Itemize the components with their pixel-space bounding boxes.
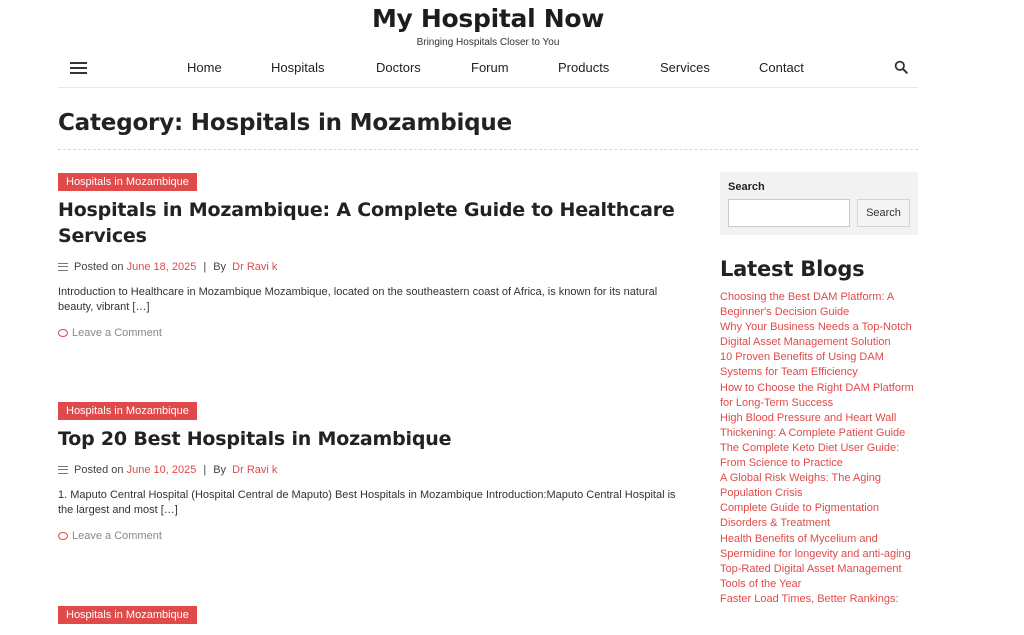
post-meta — [58, 261, 678, 273]
list-icon — [58, 263, 68, 271]
post-title[interactable]: Top 20 Best Hospitals in Mozambique — [58, 428, 452, 450]
archive-title: Category: Hospitals in Mozambique — [58, 110, 512, 136]
latest-blog-link[interactable]: Choosing the Best DAM Platform: A Beginner's Decision Guide — [720, 291, 894, 319]
latest-blogs-heading: Latest Blogs — [720, 257, 865, 281]
post-author[interactable]: Dr Ravi k — [232, 261, 278, 273]
list-item — [720, 592, 920, 607]
leave-comment-label[interactable]: Leave a Comment — [72, 327, 162, 339]
search-input[interactable] — [728, 199, 850, 227]
nav-hospitals[interactable]: Hospitals — [271, 60, 325, 75]
search-button[interactable]: Search — [857, 199, 910, 227]
post-date[interactable]: June 18, 2025 — [126, 261, 197, 273]
title-divider — [58, 149, 918, 150]
list-icon — [58, 466, 68, 474]
list-item — [720, 471, 920, 501]
nav-doctors[interactable]: Doctors — [376, 60, 421, 75]
nav-contact[interactable]: Contact — [759, 60, 804, 75]
site-title[interactable]: My Hospital Now — [371, 4, 605, 33]
latest-blog-link[interactable]: A Global Risk Weighs: The Aging Population Crisis — [720, 472, 882, 500]
post-card — [58, 605, 678, 624]
latest-blog-link[interactable]: Faster Load Times, Better Rankings: — [720, 592, 899, 605]
sidebar-search-widget — [720, 172, 918, 235]
latest-blog-link[interactable]: Health Benefits of Mycelium and Spermidine for longevity and anti-aging — [720, 532, 911, 560]
nav-services[interactable]: Services — [660, 60, 710, 75]
latest-blog-link[interactable]: The Complete Keto Diet User Guide: From Science to Practice — [720, 441, 900, 470]
comment-bubble-icon — [58, 329, 68, 337]
list-item — [720, 381, 920, 411]
meta-separator: | — [203, 261, 207, 273]
post-excerpt: 1. Maputo Central Hospital (Hospital Central de Maputo) Best Hospitals in Mozambique Introduction:Maputo Central Hospital is the largest and most […] — [58, 489, 676, 516]
latest-blog-link[interactable]: How to Choose the Right DAM Platform for Long-Term Success — [720, 381, 914, 409]
nav-forum[interactable]: Forum — [471, 60, 509, 75]
leave-comment-link[interactable] — [58, 327, 678, 339]
post-author[interactable]: Dr Ravi k — [232, 464, 278, 476]
comment-bubble-icon — [58, 532, 68, 540]
post-date[interactable]: June 10, 2025 — [126, 464, 197, 476]
posted-on-label: Posted on — [74, 261, 124, 273]
latest-blogs-list — [720, 290, 920, 607]
list-item — [720, 290, 920, 320]
post-meta — [58, 464, 678, 476]
post-card — [58, 172, 678, 339]
latest-blog-link[interactable]: High Blood Pressure and Heart Wall Thickening: A Complete Patient Guide — [720, 411, 906, 439]
by-label: By — [213, 464, 227, 476]
leave-comment-label[interactable]: Leave a Comment — [72, 530, 162, 542]
post-card — [58, 401, 678, 542]
nav-products[interactable]: Products — [558, 60, 610, 75]
search-label: Search — [728, 181, 765, 193]
category-badge[interactable]: Hospitals in Mozambique — [58, 173, 197, 191]
list-item — [720, 562, 920, 592]
list-item — [720, 501, 920, 531]
leave-comment-link[interactable] — [58, 530, 678, 542]
list-item — [720, 441, 920, 471]
by-label: By — [213, 261, 227, 273]
search-icon[interactable] — [894, 60, 908, 74]
list-item — [720, 532, 920, 562]
post-excerpt: Introduction to Healthcare in Mozambique Mozambique, located on the southeastern coast of Africa, is known for its natural beauty, vibrant […] — [58, 286, 658, 313]
list-item — [720, 411, 920, 441]
category-badge[interactable]: Hospitals in Mozambique — [58, 402, 197, 420]
nav-home[interactable]: Home — [187, 60, 222, 75]
latest-blog-link[interactable]: Complete Guide to Pigmentation Disorders & Treatment — [720, 502, 879, 530]
meta-separator: | — [203, 464, 207, 476]
latest-blog-link[interactable]: Top-Rated Digital Asset Management Tools of the Year — [720, 562, 902, 590]
latest-blog-link[interactable]: 10 Proven Benefits of Using DAM Systems for Team Efficiency — [720, 351, 884, 379]
latest-blog-link[interactable]: Why Your Business Needs a Top-Notch Digital Asset Management Solution — [720, 321, 912, 349]
posted-on-label: Posted on — [74, 464, 124, 476]
hamburger-menu-icon[interactable] — [70, 62, 87, 74]
list-item — [720, 320, 920, 350]
category-badge[interactable]: Hospitals in Mozambique — [58, 606, 197, 624]
site-tagline: Bringing Hospitals Closer to You — [416, 37, 560, 48]
post-title[interactable]: Hospitals in Mozambique: A Complete Guide to Healthcare Services — [58, 199, 675, 247]
site-header — [58, 0, 918, 88]
list-item — [720, 350, 920, 380]
